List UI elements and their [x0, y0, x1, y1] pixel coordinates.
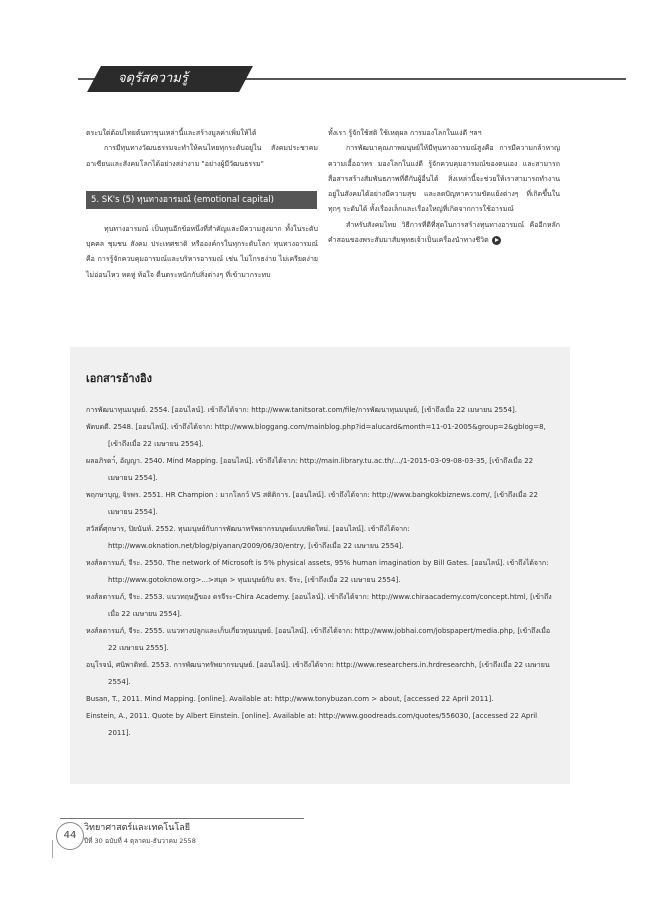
references-title: เอกสารอ้างอิง	[86, 372, 152, 385]
references-list	[86, 402, 556, 742]
paragraph: การมีทุนทางวัฒนธรรมจะทำให้คนไทยทุกระดับอยู่ใน สังคมประชาคมอาเซียนและสังคมโลกได้อย่างสง่างาม "อย่างผู้มีวัฒนธรรม"	[86, 144, 318, 168]
footer-rule	[60, 818, 304, 819]
reference-item: การพัฒนาทุนมนุษย์. 2554. [ออนไลน์]. เข้าถึงได้จาก: http://www.tanitsorat.com/file/การพัฒนาทุนมนุษย์, [เข้าถึงเมื่อ 22 เมษายน 2554].	[86, 406, 517, 414]
reference-item: Busan, T., 2011. Mind Mapping. [online]. Available at: http://www.tonybuzan.com > about, [accessed 22 April 2011].	[86, 695, 494, 703]
reference-item: พัดบดดี. 2548. [ออนไลน์]. เข้าถึงได้จาก: http://www.bloggang.com/mainblog.php?id=alucard&month=11-01-2005&group=2&gblog=8, [เข้าถึงเมื่อ 22 เมษายน 2554].	[86, 423, 546, 448]
reference-item: หงส์ลดารมภ์, จีระ. 2553. แนวทฤษฎีของ ดรจีระ-Chira Academy. [ออนไลน์]. เข้าถึงได้จาก: http://www.chiraacademy.com/concept.html, [เข้าถึงเมื่อ 22 เมษายน 2554].	[86, 593, 552, 618]
section-title: จดุรัสความรู้	[118, 71, 188, 86]
reference-item: พฤกษาบุญ, จิรพร. 2551. HR Champion : มากโลกว์ VS สติติการ. [ออนไลน์]. เข้าถึงได้จาก: http://www.bangkokbiznews.com/, [เข้าถึงเมื่อ 22 เมษายน 2554].	[86, 491, 538, 516]
left-column	[86, 126, 318, 283]
reference-item: สวัสดิ์ศุกษาร, ปิยนันท์. 2552. ทุนมนุษย์กับการพัฒนาทรัพยากรมนุษย์แบบพิดใหม่. [ออนไลน์]. เข้าถึงได้จาก: http://www.oknation.net/blog/piyanan/2009/06/30/entry, [เข้าถึงเมื่อ 22 เมษายน 2554].	[86, 525, 410, 550]
reference-item: หงส์ลดารมภ์, จีระ. 2550. The network of Microsoft is 5% physical assets, 95% human imagination by Bill Gates. [ออนไลน์]. เข้าถึงได้จาก: http://www.gotoknow.org>...>สมุด > ทุนมนุษย์กับ ดร. จีระ, [เข้าถึงเมื่อ 22 เมษายน 2554].	[86, 559, 549, 584]
reference-item: อนุโรจน์, ศนิพาติทย์. 2553. การพัฒนาทรัพยากรมนุษย์. [ออนไลน์]. เข้าถึงได้จาก: http://www.researchers.in.hrdresearchh, [เข้าถึงเมื่อ 22 เมษายน 2554].	[86, 661, 550, 686]
paragraph: ทุนทางอารมณ์ เป็นทุนอีกข้อหนึ่งที่สำคัญและมีความสูงมาก ทั้งในระดับบุคคล ชุมชน สังคม ประเทศชาติ หรือองค์กรในทุกระดับโลก ทุนทางอารมณ์ คือ การรู้จักควบคุมอารมณ์และบริหารอารมณ์ เช่น ไม่โกรธง่าย ไม่เครียดง่าย ไม่อ่อนไหว หดหู่ ท้อใจ ตื่นตระหนักกับสิ่งต่างๆ ที่เข้ามากระทบ	[86, 224, 318, 279]
reference-item: Einstein, A., 2011. Quote by Albert Einstein. [online]. Available at: http://www.goodreads.com/quotes/556030, [accessed 22 April 2011].	[86, 712, 538, 737]
paragraph-end	[328, 218, 560, 249]
reference-item: ผลอภิรดา์, อัญญา. 2540. Mind Mapping. [ออนไลน์]. เข้าถึงได้จาก: http://main.library.tu.ac.th/.../1-2015-03-09-08-03-35, [เข้าถึงเมื่อ 22 เมษายน 2554].	[86, 457, 534, 482]
end-arrow-icon	[492, 236, 501, 245]
paragraph: สำหรับสังคมไทย วิธีการที่ดีที่สุดในการสร้างทุนทางอารมณ์ คืออีกหลักคำสอนของพระสัมมาสัมพุทธเจ้าเป็นเครื่องนำทางชีวิต	[328, 220, 560, 245]
paragraph: การพัฒนาคุณภาพมนุษย์ให้มีทุนทางอารมณ์สูงคือ การมีความกล้าหาญ ความเอื้ออาทร มองโลกในแง่ดี รู้จักควบคุมอารมณ์ของตนเอง และสามารถสื่อสารสร้างสัมพันธภาพที่ดีกับผู้อื่นได้ สิ่งเหล่านี้จะช่วยให้เราสามารถทำงานอยู่ในสังคมได้อย่างมีความสุข และลดปัญหาความขัดแย้งต่างๆ ที่เกิดขึ้นในทุกๆ ระดับได้ ทั้งเรื่องเล็กและเรื่องใหญ่ที่เกิดจากการใช้อารมณ์	[328, 144, 560, 214]
paragraph: ตระบใต่ต้อปไทยต้นทาขุนเหล่านี้และสร้างมูลค่าเพิ่มให้ได้	[86, 129, 257, 137]
reference-item: หงส์ลดารมภ์, จีระ. 2555. แนวทางปลูกและเก็บเกี่ยวทุนมนุษย์. [ออนไลน์]. เข้าถึงได้จาก: http://www.jobhai.com/jobspapert/media.php, [เข้าถึงเมื่อ 22 เมษายน 2555].	[86, 627, 551, 652]
paragraph: ทั้งเรา รู้จักใช้สติ ใช้เหตุผล การมองโลกในแง่ดี ฯลฯ	[328, 129, 482, 137]
page-number: 44	[56, 822, 84, 850]
right-column	[328, 126, 560, 248]
journal-name: วิทยาศาสตร์และเทคโนโลยี	[84, 823, 191, 833]
journal-issue: ปีที่ 30 ฉบับที่ 4 ตุลาคม-ธันวาคม 2558	[84, 837, 196, 845]
section-heading: 5. SK's (5) ทุนทางอารมณ์ (emotional capital)	[86, 191, 317, 209]
